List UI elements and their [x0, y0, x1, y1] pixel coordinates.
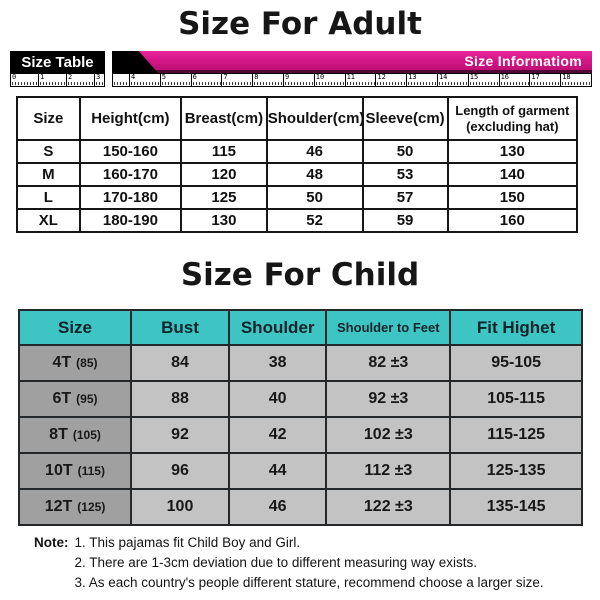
size-information-banner: [112, 51, 592, 87]
cell-shoulder: 46: [229, 489, 326, 525]
cell-size: M: [17, 163, 80, 186]
cell-size: XL: [17, 209, 80, 232]
ruler-unit: [191, 74, 222, 86]
table-row: [17, 209, 577, 232]
cell-height: 150-160: [80, 140, 181, 163]
cell-size: [19, 489, 131, 525]
size-value: 10T: [45, 462, 73, 479]
size-information-label-box: [112, 51, 592, 73]
ruler-number: 10: [315, 73, 325, 81]
table-row: [19, 417, 582, 453]
cell-height: 170-180: [80, 186, 181, 209]
size-note: (85): [76, 356, 98, 370]
ruler-number: 17: [531, 73, 540, 81]
ruler-unit: [129, 74, 160, 86]
child-header-row: [19, 310, 582, 345]
ruler-unit: [499, 74, 530, 86]
ruler-unit: [468, 74, 499, 86]
cell-bust: 92: [131, 417, 229, 453]
adult-col-breast: Breast(cm): [181, 97, 267, 140]
cell-size: S: [17, 140, 80, 163]
child-col-fit-height: Fit Highet: [450, 310, 582, 345]
table-row: [17, 163, 577, 186]
adult-col-length: Length of garment (excluding hat): [448, 97, 577, 140]
table-row: [17, 186, 577, 209]
adult-header-row: [17, 97, 577, 140]
note-item: 2. There are 1-3cm deviation due to different measuring way exists.: [74, 555, 477, 570]
cell-sleeve: 57: [363, 186, 448, 209]
child-col-size: Size: [19, 310, 131, 345]
size-value: 6T: [52, 390, 72, 407]
cell-fit-height: 115-125: [450, 417, 582, 453]
cell-size: L: [17, 186, 80, 209]
notes-section: [34, 533, 600, 593]
table-row: [19, 381, 582, 417]
ruler-unit: [221, 74, 252, 86]
cell-shoulder-to-feet: 102 ±3: [326, 417, 450, 453]
cell-shoulder: 44: [229, 453, 326, 489]
cell-breast: 115: [181, 140, 267, 163]
adult-col-sleeve: Sleeve(cm): [363, 97, 448, 140]
cell-size: [19, 381, 131, 417]
cell-breast: 120: [181, 163, 267, 186]
ruler-unit: [529, 74, 560, 86]
cell-size: [19, 453, 131, 489]
child-col-bust: Bust: [131, 310, 229, 345]
cell-length: 150: [448, 186, 577, 209]
ruler-number: 3: [96, 73, 101, 81]
ruler-unit: [437, 74, 468, 86]
adult-section-title: Size For Adult: [178, 6, 422, 42]
table-row: [19, 489, 582, 525]
ruler-unit: [314, 74, 345, 86]
cell-height: 180-190: [80, 209, 181, 232]
adult-size-table: [16, 96, 578, 233]
ruler-number: 14: [438, 73, 448, 81]
cell-fit-height: 135-145: [450, 489, 582, 525]
cell-shoulder: 52: [267, 209, 363, 232]
note-item: 3. As each country's people different stature, recommend choose a larger size.: [74, 575, 544, 590]
cell-breast: 125: [181, 186, 267, 209]
cell-fit-height: 95-105: [450, 345, 582, 381]
note-label: Note:: [34, 535, 69, 550]
cell-breast: 130: [181, 209, 267, 232]
child-col-shoulder-to-feet: Shoulder to Feet: [326, 310, 450, 345]
ruler-number: 0: [12, 73, 17, 81]
ruler-number: 8: [254, 73, 259, 81]
cell-length: 140: [448, 163, 577, 186]
adult-col-size: Size: [17, 97, 80, 140]
cell-fit-height: 125-135: [450, 453, 582, 489]
banner-strip: [10, 51, 592, 87]
ruler-unit: [66, 74, 94, 86]
ruler-number: 1: [40, 73, 45, 81]
table-row: [19, 453, 582, 489]
note-items: [75, 533, 544, 593]
cell-shoulder: 46: [267, 140, 363, 163]
cell-shoulder: 48: [267, 163, 363, 186]
ruler-unit: [375, 74, 406, 86]
cell-size: [19, 345, 131, 381]
size-value: 12T: [44, 498, 73, 515]
cell-shoulder-to-feet: 92 ±3: [326, 381, 450, 417]
ruler-number: 18: [562, 73, 571, 81]
cell-shoulder: 50: [267, 186, 363, 209]
ruler-unit: [345, 74, 376, 86]
size-information-label: Size Informatiom: [464, 52, 582, 69]
child-section-title: Size For Child: [180, 257, 420, 293]
adult-col-shoulder: Shoulder(cm): [267, 97, 363, 140]
ruler-number: 5: [161, 73, 167, 81]
size-table-label-box: [10, 51, 105, 73]
cell-height: 160-170: [80, 163, 181, 186]
ruler-number: 2: [68, 73, 73, 81]
adult-col-height: Height(cm): [80, 97, 181, 140]
ruler-unit: [113, 74, 129, 86]
ruler-number: 11: [346, 73, 356, 81]
ruler-number: 4: [131, 73, 136, 81]
cell-shoulder: 42: [229, 417, 326, 453]
child-col-shoulder: Shoulder: [229, 310, 326, 345]
size-note: (105): [72, 428, 101, 442]
cell-shoulder-to-feet: 112 ±3: [326, 453, 450, 489]
ruler-unit: [11, 74, 38, 86]
cell-shoulder-to-feet: 82 ±3: [326, 345, 450, 381]
cell-bust: 84: [131, 345, 229, 381]
ruler-unit: [283, 74, 314, 86]
ruler-left-segment: [10, 73, 105, 87]
ruler-number: 6: [192, 73, 197, 81]
table-row: [17, 140, 577, 163]
ruler-unit: [252, 74, 283, 86]
cell-bust: 88: [131, 381, 229, 417]
ruler-number: 15: [469, 73, 479, 81]
size-value: 4T: [52, 354, 72, 371]
child-size-table: [18, 309, 583, 526]
ruler-unit: [38, 74, 66, 86]
cell-sleeve: 59: [363, 209, 448, 232]
ruler-unit: [94, 74, 104, 86]
cell-shoulder-to-feet: 122 ±3: [326, 489, 450, 525]
ruler-number: 16: [500, 73, 509, 81]
ruler-number: 13: [408, 73, 417, 81]
cell-shoulder: 40: [229, 381, 326, 417]
ruler-right-segment: [112, 73, 592, 87]
size-table-banner: [10, 51, 105, 87]
ruler-unit: [560, 74, 591, 86]
note-item: 1. This pajamas fit Child Boy and Girl.: [74, 535, 301, 550]
ruler-number: 12: [377, 73, 386, 81]
cell-length: 160: [448, 209, 577, 232]
ruler-number: 9: [284, 73, 290, 81]
size-value: 8T: [49, 426, 68, 443]
cell-bust: 100: [131, 489, 229, 525]
cell-size: [19, 417, 131, 453]
size-note: (115): [77, 464, 105, 478]
cell-sleeve: 53: [363, 163, 448, 186]
cell-fit-height: 105-115: [450, 381, 582, 417]
cell-bust: 96: [131, 453, 229, 489]
table-row: [19, 345, 582, 381]
ruler-unit: [406, 74, 437, 86]
ruler-number: 7: [223, 73, 228, 81]
cell-shoulder: 38: [229, 345, 326, 381]
ruler-unit: [160, 74, 191, 86]
size-note: (125): [77, 500, 106, 514]
banner-slant-decoration: [112, 51, 158, 73]
cell-sleeve: 50: [363, 140, 448, 163]
size-table-label: Size Table: [21, 53, 94, 71]
cell-length: 130: [448, 140, 577, 163]
size-note: (95): [76, 392, 98, 406]
